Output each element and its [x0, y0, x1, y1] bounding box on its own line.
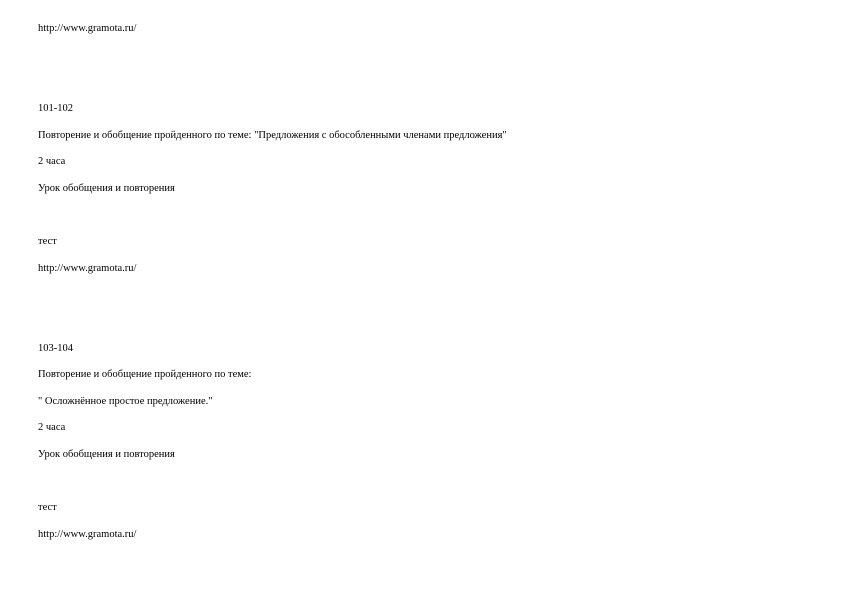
lesson-link[interactable]: http://www.gramota.ru/: [38, 529, 137, 540]
lesson-hours: 2 часа: [38, 422, 66, 433]
lesson-topic-continuation: " Осложнённое простое предложение.": [38, 396, 213, 407]
lesson-number: 101-102: [38, 103, 73, 114]
lesson-control: тест: [38, 236, 57, 247]
lesson-type: Урок обобщения и повторения: [38, 449, 175, 460]
lesson-number: 103-104: [38, 343, 73, 354]
top-link[interactable]: http://www.gramota.ru/: [38, 23, 137, 34]
lesson-type: Урок обобщения и повторения: [38, 183, 175, 194]
lesson-topic: Повторение и обобщение пройденного по теме:: [38, 369, 252, 380]
lesson-topic: Повторение и обобщение пройденного по теме: "Предложения с обособленными членами предложения": [38, 130, 507, 141]
lesson-link[interactable]: http://www.gramota.ru/: [38, 263, 137, 274]
lesson-control: тест: [38, 502, 57, 513]
lesson-hours: 2 часа: [38, 156, 66, 167]
